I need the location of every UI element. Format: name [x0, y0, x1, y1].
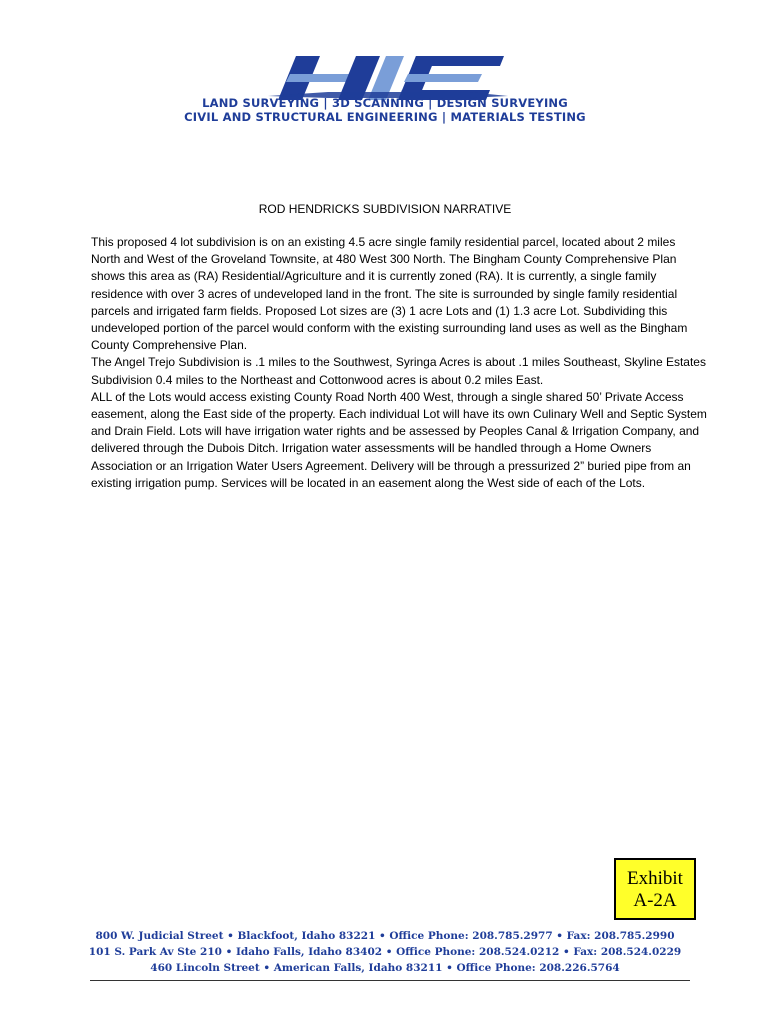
logo-e-mid: [404, 74, 482, 82]
footer-address-idaho-falls: 101 S. Park Av Ste 210 • Idaho Falls, Idaho 83402 • Office Phone: 208.524.0212 • Fax: 208.524.0229: [88, 946, 682, 958]
tagline-line2: CIVIL AND STRUCTURAL ENGINEERING | MATERIALS TESTING: [184, 110, 586, 124]
exhibit-label: Exhibit: [627, 868, 683, 889]
narrative-paragraph-1: This proposed 4 lot subdivision is on an existing 4.5 acre single family residential parcel, located about 2 miles North and West of the Groveland Townsite, at 480 West 300 North. The Bingham County Comprehensive Plan shows this area as (RA) Residential/Agriculture and it is currently zoned (RA). It is currently, a single family residence with over 3 acres of undeveloped land in the front. The site is surrounded by single family residential parcels and irrigated farm fields. Proposed Lot sizes are (3) 1 acre Lots and (1) 1.3 acre Lot. Subdividing this undeveloped portion of the parcel would conform with the existing surrounding land uses as well as the Bingham County Comprehensive Plan.: [91, 235, 688, 353]
narrative-body: [91, 234, 707, 492]
exhibit-number: A-2A: [633, 890, 677, 911]
document-title: ROD HENDRICKS SUBDIVISION NARRATIVE: [258, 202, 512, 216]
tagline-line1: LAND SURVEYING | 3D SCANNING | DESIGN SURVEYING: [202, 96, 568, 110]
footer-divider: [90, 980, 690, 981]
logo-e-top: [412, 56, 504, 66]
exhibit-stamp: [614, 858, 696, 920]
narrative-paragraph-2: The Angel Trejo Subdivision is .1 miles to the Southwest, Syringa Acres is about .1 miles Southeast, Skyline Estates Subdivision 0.4 miles to the Northeast and Cottonwood acres is about 0.2 miles East.: [91, 355, 706, 387]
footer-address-blackfoot: 800 W. Judicial Street • Blackfoot, Idaho 83221 • Office Phone: 208.785.2977 • Fax: 208.785.2990: [95, 930, 675, 942]
narrative-paragraph-3: ALL of the Lots would access existing County Road North 400 West, through a single shared 50’ Private Access easement, along the East side of the property. Each individual Lot will have its own Culinary Well and Septic System and Drain Field. Lots will have irrigation water rights and be assessed by Peoples Canal & Irrigation Company, and delivered through the Dubois Ditch. Irrigation water assessments will be handled through a Home Owners Association or an Irrigation Water Users Agreement. Delivery will be through a pressurized 2” buried pipe from an existing irrigation pump. Services will be located in an easement along the West side of each of the Lots.: [91, 389, 707, 490]
footer-address-american-falls: 460 Lincoln Street • American Falls, Idaho 83211 • Office Phone: 208.226.5764: [150, 962, 620, 974]
